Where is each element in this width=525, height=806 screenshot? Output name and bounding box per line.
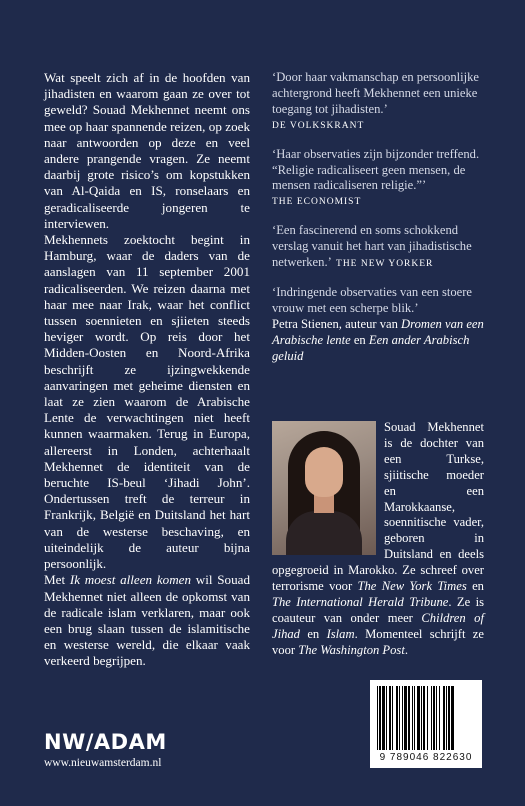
quote-source: THE ECONOMIST — [272, 197, 362, 208]
blurb-paragraph-1: Wat speelt zich af in de hoofden van jihadisten en waarom gaan ze over tot geweld? Souad Mekhennet neemt ons mee op haar spannende reizen, op zoek naar antwoorden op deze en veel andere prangende vragen. Ze neemt daarbij grote risico’s om kopstukken van Al-Qaida en IS, ronselaars en geradicaliseerde jongeren te interviewen. — [44, 70, 250, 231]
isbn-barcode — [370, 680, 482, 768]
attribution-book-title: Dromen van een Arabische lente — [272, 316, 484, 347]
quote-source: DE VOLKSKRANT — [272, 120, 365, 131]
bio-text: en — [299, 626, 327, 641]
quote-volkskrant — [272, 70, 484, 135]
bio-text: . — [404, 642, 408, 657]
book-title-mention: Ik moest alleen komen — [69, 572, 192, 588]
quote-source: THE NEW YORKER — [336, 259, 434, 270]
quote-text: ‘Indringende observaties van een stoere vrouw met een scherpe blik.’ — [272, 284, 473, 315]
author-photo — [272, 421, 376, 555]
bio-text: . Momenteel schrijft ze voor — [272, 626, 484, 657]
blurb-paragraph-2: Mekhennets zoektocht begint in Hamburg, waar de daders van de aanslagen van 11 september 2001 radicaliseerden. We reizen daarna met haar mee naar Irak, waar het conflict tussen soennieten en sjiieten steeds heviger wordt. Op reis door het Midden-Oosten en Noord-Afrika beschrijft ze ijzingwekkende aanvaringen met geheime diensten en laat ze zien waarom de Arabische Lente de verwachtingen niet heeft kunnen waarmaken. Terug in Europa, allereerst in Londen, achterhaalt Mekhennet de identiteit van de beruchte IS-beul ‘Jihadi John’. Ondertussen treft de terreur in Frankrijk, België en Duitsland het hart van de westerse beschaving, en uiteindelijk de auteur bijna persoonlijk. — [44, 232, 250, 572]
attribution-prefix: Petra Stienen, auteur van — [272, 316, 402, 331]
blurb-p3-prefix: Met — [44, 572, 70, 588]
isbn-number: 9 789046 822630 — [379, 752, 473, 763]
quote-text: ‘Een fascinerend en soms schokkend verslag vanuit het hart van jihadistische netwerken.’ — [272, 223, 472, 270]
author-bio — [272, 420, 484, 659]
book-blurb — [44, 70, 250, 670]
barcode-bars — [377, 686, 475, 750]
blurb-p3-rest: wil Souad Mekhennet niet alleen de opkomst van de radicale islam verklaren, maar ook een brug slaan tussen de islamitische en westerse wereld, die elkaar vaak verkeerd begrijpen. — [44, 572, 250, 669]
book-name: Children of Jihad — [272, 610, 484, 641]
quote-petra-stienen — [272, 285, 484, 365]
publisher-logo: NW/ADAM — [44, 730, 167, 754]
publisher-website: www.nieuwamsterdam.nl — [44, 757, 162, 769]
blurb-paragraph-3 — [44, 572, 250, 669]
publication-name: The Washington Post — [298, 642, 405, 657]
attribution-book-title: Een ander Arabisch geluid — [272, 332, 470, 363]
book-name: Islam — [326, 626, 355, 641]
quote-economist — [272, 147, 484, 212]
bio-text: . Ze is coauteur van onder meer — [272, 594, 484, 625]
publication-name: The International Herald Tribune — [272, 594, 449, 609]
attribution-conjunction: en — [350, 332, 369, 347]
bio-text: en — [466, 579, 484, 594]
bio-text: Souad Mekhennet is de dochter van een Turkse, sjiitische moeder en een Marokkaanse, soennitische vader, geboren in Duitsland en deels opgegroeid in Marokko. Ze schreef over terrorisme voor — [272, 420, 484, 594]
publication-name: The New York Times — [357, 579, 467, 594]
quote-text: ‘Door haar vakmanschap en persoonlijke achtergrond heeft Mekhennet een unieke toegang tot jihadisten.’ — [272, 70, 480, 116]
quote-attribution — [272, 317, 484, 365]
review-quotes — [272, 70, 484, 377]
quote-text: ‘Haar observaties zijn bijzonder treffend. “Religie radicaliseert geen mensen, de mensen radicaliseren religie.”’ — [272, 146, 480, 193]
quote-new-yorker — [272, 223, 484, 273]
